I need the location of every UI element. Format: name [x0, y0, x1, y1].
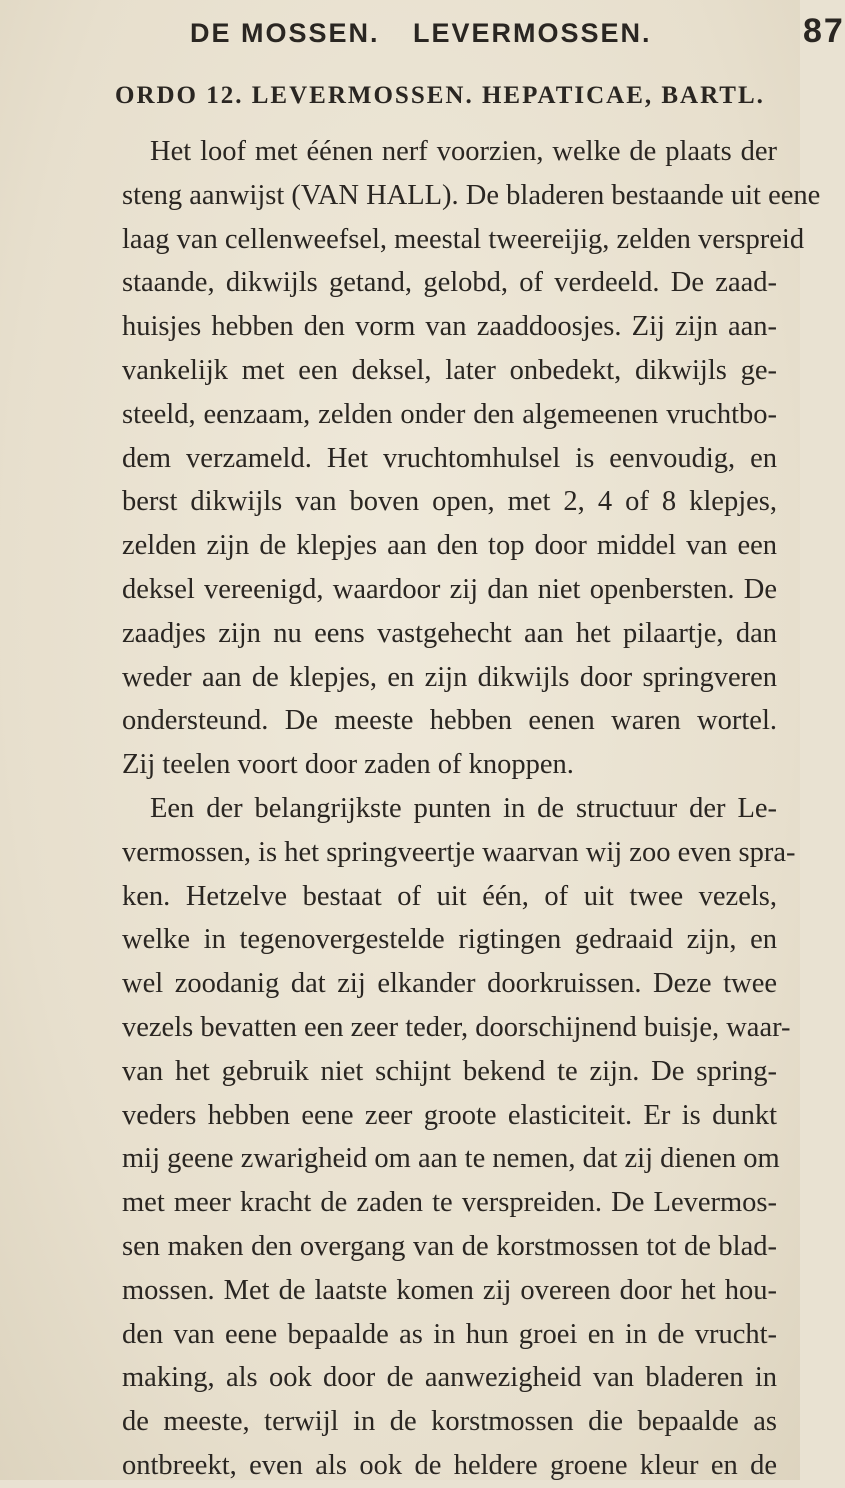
- text-line: veders hebben eene zeer groote elasticiteit. Er is dunkt: [122, 1099, 777, 1131]
- text-line: zelden zijn de klepjes aan den top door middel van een: [122, 530, 777, 562]
- text-line: huisjes hebben den vorm van zaaddoosjes. Zij zijn aan-: [122, 311, 777, 343]
- running-title-right: LEVERMOSSEN.: [413, 18, 652, 48]
- text-line: vankelijk met een deksel, later onbedekt, dikwijls ge-: [122, 354, 777, 386]
- page-number: 87: [803, 12, 845, 50]
- text-line: berst dikwijls van boven open, met 2, 4 of 8 klepjes,: [122, 486, 777, 518]
- text-line: met meer kracht de zaden te verspreiden. De Levermos-: [122, 1187, 777, 1219]
- text-line: wel zoodanig dat zij elkander doorkruissen. Deze twee: [122, 968, 777, 1000]
- text-line: vermossen, is het springveertje waarvan wij zoo even spra-: [122, 836, 796, 868]
- text-line: steng aanwijst (VAN HALL). De bladeren bestaande uit eene: [122, 179, 821, 211]
- text-line: sen maken den overgang van de korstmossen tot de blad-: [122, 1230, 777, 1262]
- text-line: weder aan de klepjes, en zijn dikwijls door springveren: [122, 661, 777, 693]
- text-line: den van eene bepaalde as in hun groei en in de vrucht-: [122, 1318, 777, 1350]
- text-line: van het gebruik niet schijnt bekend te zijn. De spring-: [122, 1055, 777, 1087]
- text-line: de meeste, terwijl in de korstmossen die bepaalde as: [122, 1406, 777, 1438]
- text-line: ontbreekt, even als ook de heldere groene kleur en de: [122, 1449, 777, 1481]
- running-title-left: DE MOSSEN.: [190, 18, 380, 48]
- text-line: dem verzameld. Het vruchtomhulsel is eenvoudig, en: [122, 442, 777, 474]
- text-line: zaadjes zijn nu eens vastgehecht aan het pilaartje, dan: [122, 617, 777, 649]
- chapter-heading: ORDO 12. LEVERMOSSEN. HEPATICAE, BARTL.: [115, 82, 765, 109]
- body-text: [122, 130, 821, 1488]
- text-line: mossen. Met de laatste komen zij overeen door het hou-: [122, 1274, 777, 1306]
- text-line: Zij teelen voort door zaden of knoppen.: [122, 749, 574, 781]
- text-line: Het loof met éénen nerf voorzien, welke de plaats der: [150, 136, 777, 167]
- running-head: [190, 12, 845, 52]
- text-line: vezels bevatten een zeer teder, doorschijnend buisje, waar-: [122, 1011, 791, 1043]
- text-line: ondersteund. De meeste hebben eenen waren wortel.: [122, 705, 777, 737]
- text-line: making, als ook door de aanwezigheid van bladeren in: [122, 1362, 777, 1394]
- text-line: staande, dikwijls getand, gelobd, of verdeeld. De zaad-: [122, 267, 777, 299]
- text-line: mij geene zwarigheid om aan te nemen, dat zij dienen om: [122, 1143, 780, 1175]
- text-line: laag van cellenweefsel, meestal tweereijig, zelden verspreid: [122, 223, 805, 255]
- text-line: Een der belangrijkste punten in de structuur der Le-: [150, 792, 777, 824]
- text-line: deksel vereenigd, waardoor zij dan niet openbersten. De: [122, 573, 777, 605]
- text-line: steeld, eenzaam, zelden onder den algemeenen vruchtbo-: [122, 398, 777, 430]
- text-line: ken. Hetzelve bestaat of uit één, of uit twee vezels,: [122, 880, 777, 912]
- text-line: welke in tegenovergestelde rigtingen gedraaid zijn, en: [122, 924, 777, 956]
